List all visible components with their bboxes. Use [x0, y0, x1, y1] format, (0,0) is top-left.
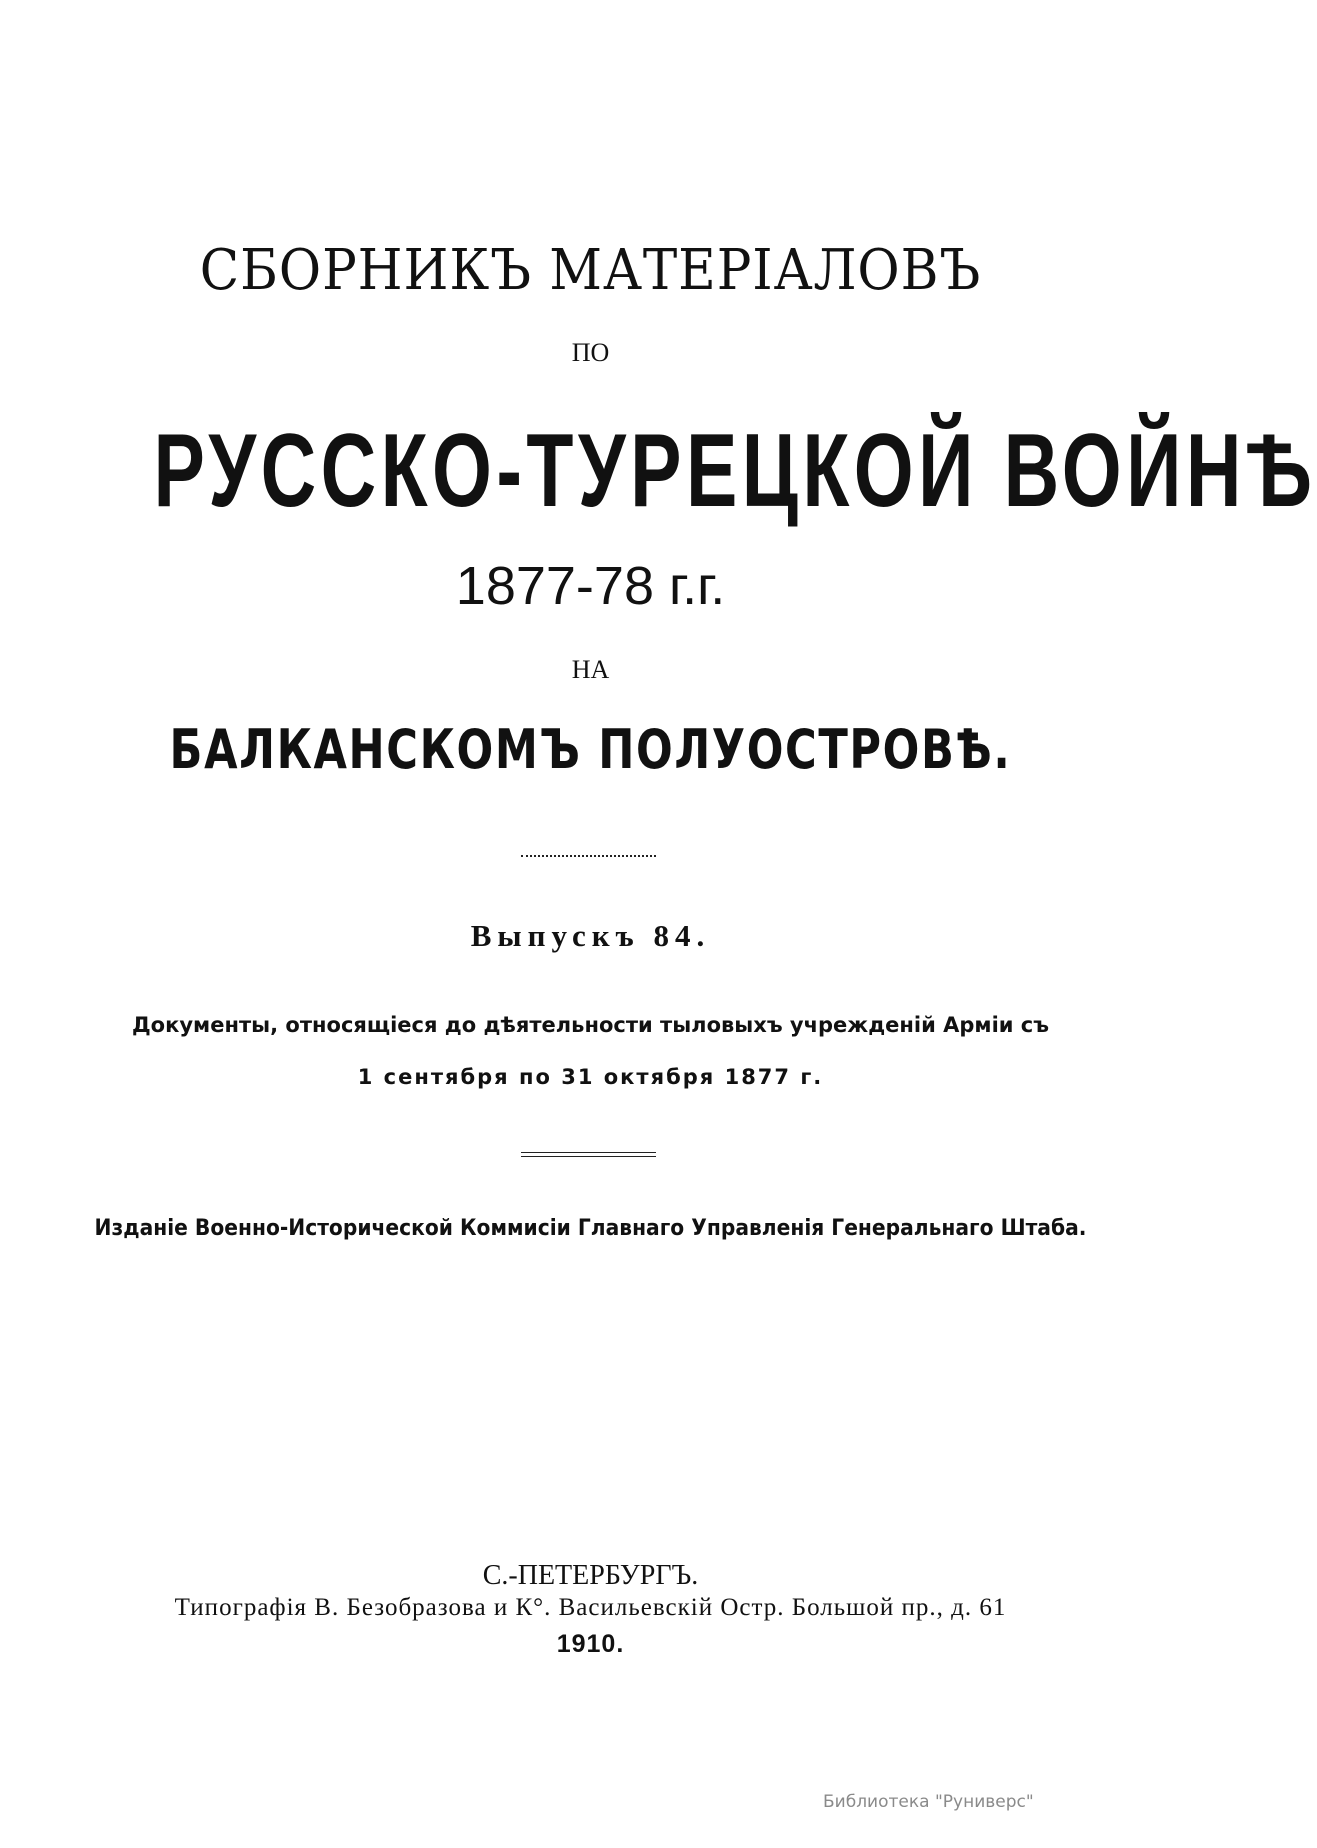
- title-line-3: БАЛКАНСКОМЪ ПОЛУОСТРОВѢ.: [169, 718, 1012, 781]
- issue-number: Выпускъ 84.: [470, 918, 711, 953]
- imprint-printer: Типографія В. Безобразова и К°. Васильевскій Остр. Большой пр., д. 61: [174, 1594, 1007, 1621]
- library-watermark: Библиотека "Руниверс": [823, 1792, 1034, 1812]
- divider-dotted: [521, 853, 656, 857]
- title-connector-na: НА: [571, 655, 610, 684]
- edition-statement: Изданіе Военно-Исторической Коммисіи Главнаго Управленія Генеральнаго Штаба.: [94, 1216, 1087, 1241]
- imprint-city: С.-ПЕТЕРБУРГЪ.: [482, 1560, 699, 1591]
- title-line-2: РУССКО-ТУРЕЦКОЙ ВОЙНѢ: [153, 413, 1317, 529]
- title-years: 1877-78 г.г.: [455, 556, 726, 616]
- description-line-2: 1 сентября по 31 октября 1877 г.: [357, 1065, 824, 1089]
- imprint-year: 1910.: [556, 1630, 625, 1658]
- divider-double: [521, 1152, 656, 1157]
- title-line-1: СБОРНИКЪ МАТЕРІАЛОВЪ: [199, 238, 982, 303]
- title-connector-po: ПО: [571, 338, 610, 367]
- description-line-1: Документы, относящіеся до дѣятельности тыловыхъ учрежденій Арміи съ: [131, 1013, 1050, 1037]
